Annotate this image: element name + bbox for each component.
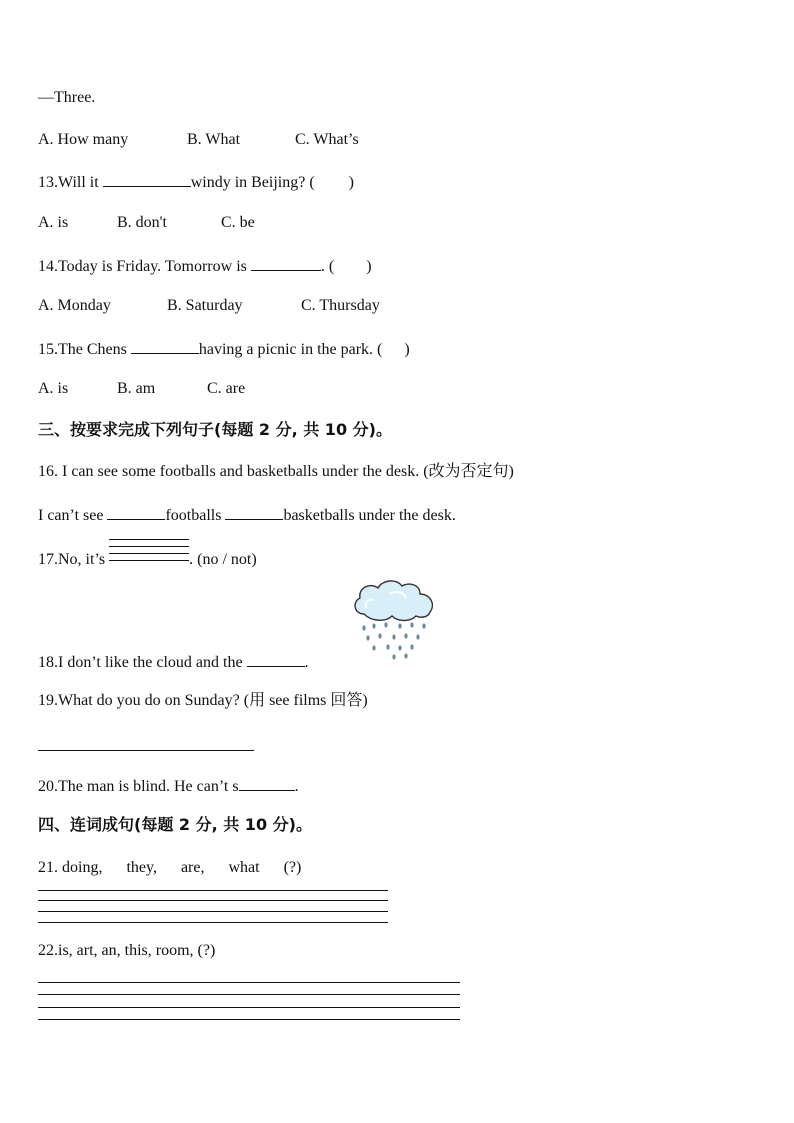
q15-text-pre: The Chens xyxy=(58,341,131,358)
q14-blank[interactable] xyxy=(251,255,321,271)
q13-paren-close: ) xyxy=(348,174,354,191)
q16-question: 16. I can see some footballs and basketballs under the desk. (改为否定句) xyxy=(38,463,514,480)
q19-question: 19.What do you do on Sunday? (用 see films 回答) xyxy=(38,692,368,709)
q13-options xyxy=(38,213,255,233)
q12-option-a: A. How many xyxy=(38,131,129,148)
q21-answer-line-2[interactable] xyxy=(38,900,388,901)
q18-question xyxy=(38,651,309,673)
q15-question xyxy=(38,338,410,360)
q15-text-post: having a picnic in the park. ( xyxy=(198,341,383,358)
q15-blank[interactable] xyxy=(131,338,199,354)
q20-question xyxy=(38,775,299,797)
q13-option-a: A. is xyxy=(38,214,69,231)
q14-paren-close: ) xyxy=(366,258,372,275)
q15-option-b: B. am xyxy=(117,380,156,397)
q14-question xyxy=(38,255,372,277)
q13-number: 13. xyxy=(38,174,58,191)
q22-answer-line-4[interactable] xyxy=(38,1019,460,1020)
q22-answer-line-1[interactable] xyxy=(38,982,460,983)
q21-words: doing, they, are, what (?) xyxy=(62,859,302,876)
q18-blank[interactable] xyxy=(247,651,305,667)
q22-answer-line-3[interactable] xyxy=(38,1007,460,1008)
q14-option-b: B. Saturday xyxy=(167,297,243,314)
q16-answer-pre: I can’t see xyxy=(38,507,108,524)
q16-answer-mid: footballs xyxy=(165,507,226,524)
q14-text-post: . ( xyxy=(320,258,335,275)
q16-blank-1[interactable] xyxy=(107,504,165,520)
q17-text-pre: 17.No, it’s xyxy=(38,551,110,568)
q19-answer-line[interactable] xyxy=(38,750,254,751)
q12-option-b: B. What xyxy=(187,131,241,148)
q15-option-c: C. are xyxy=(207,380,246,397)
q14-options xyxy=(38,296,380,316)
q12-option-c: C. What’s xyxy=(295,131,359,148)
q13-option-c: C. be xyxy=(221,214,255,231)
q16-answer-post: basketballs under the desk. xyxy=(283,507,456,524)
section-4-heading: 四、连词成句(每题 2 分, 共 10 分)。 xyxy=(38,815,312,834)
q13-text-post: windy in Beijing? ( xyxy=(190,174,315,191)
q22-answer-line-2[interactable] xyxy=(38,994,460,995)
q16-answer xyxy=(38,504,456,526)
q17-blank[interactable] xyxy=(109,550,189,564)
q13-text-pre: Will it xyxy=(58,174,103,191)
q14-text-pre: Today is Friday. Tomorrow is xyxy=(58,258,251,275)
q20-text-post: . xyxy=(294,778,299,795)
rain-cloud-icon xyxy=(350,578,436,662)
q22-question: 22.is, art, an, this, room, (?) xyxy=(38,942,216,959)
q21-question xyxy=(38,858,301,878)
q13-question xyxy=(38,171,354,193)
q17-text-post: . (no / not) xyxy=(189,551,257,568)
q13-option-b: B. don't xyxy=(117,214,167,231)
q20-text-pre: 20.The man is blind. He can’t s xyxy=(38,778,239,795)
section-3-heading: 三、按要求完成下列句子(每题 2 分, 共 10 分)。 xyxy=(38,420,392,439)
q21-answer-line-4[interactable] xyxy=(38,922,388,923)
q15-option-a: A. is xyxy=(38,380,69,397)
q21-number: 21. xyxy=(38,859,58,876)
q15-options xyxy=(38,379,245,399)
q17-question xyxy=(38,550,257,570)
q14-option-a: A. Monday xyxy=(38,297,111,314)
q18-text-post: . xyxy=(304,654,309,671)
q18-text-pre: 18.I don’t like the cloud and the xyxy=(38,654,247,671)
q16-blank-2[interactable] xyxy=(225,504,283,520)
q12-options xyxy=(38,130,359,150)
q13-blank[interactable] xyxy=(103,171,191,187)
q14-number: 14. xyxy=(38,258,58,275)
q20-blank[interactable] xyxy=(239,775,295,791)
q15-paren-close: ) xyxy=(404,341,410,358)
q21-answer-line-1[interactable] xyxy=(38,890,388,891)
q15-number: 15. xyxy=(38,341,58,358)
q21-answer-line-3[interactable] xyxy=(38,911,388,912)
q14-option-c: C. Thursday xyxy=(301,297,380,314)
q12-answer-line: —Three. xyxy=(38,89,96,106)
